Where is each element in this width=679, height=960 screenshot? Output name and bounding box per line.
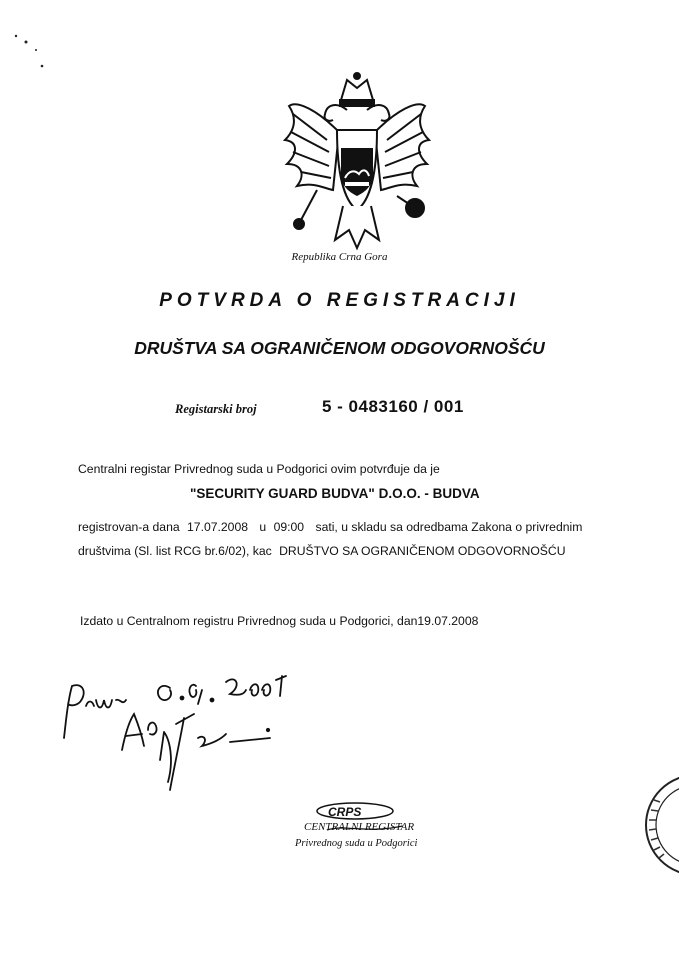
crps-stamp xyxy=(295,800,455,860)
registration-text-suffix: sati, u skladu sa odredbama Zakona o privrednim xyxy=(315,520,583,534)
issued-line xyxy=(80,614,478,628)
document-subtitle: DRUŠTVA SA OGRANIČENOM ODGOVORNOŠĆU xyxy=(134,338,545,358)
signature-strike-icon xyxy=(325,820,405,836)
issued-date: 19.07.2008 xyxy=(417,614,479,628)
registration-at: u xyxy=(259,520,267,534)
republic-caption: Republika Crna Gora xyxy=(291,251,388,263)
handwritten-signature xyxy=(30,660,340,810)
body-line-intro: Centralni registar Privrednog suda u Podgorici ovim potvrđuje da je xyxy=(78,462,440,476)
crps-register-name: CENTRALNI REGISTAR xyxy=(304,821,415,833)
registration-number: 5 - 0483160 / 001 xyxy=(322,397,464,416)
body-line-registration xyxy=(78,520,582,534)
registration-number-label: Registarski broj xyxy=(175,402,257,416)
round-seal-icon xyxy=(640,770,679,880)
body-line-entity xyxy=(78,544,566,558)
coat-of-arms-icon xyxy=(277,70,437,260)
company-name: "SECURITY GUARD BUDVA" D.O.O. - BUDVA xyxy=(190,486,480,501)
registration-text-prefix: registrovan-a dana xyxy=(78,520,180,534)
entity-text-prefix: društvima (Sl. list RCG br.6/02), kac xyxy=(78,544,272,558)
registration-date: 17.07.2008 xyxy=(187,520,249,534)
issued-text-prefix: Izdato u Centralnom registru Privrednog suda u Podgorici, dan xyxy=(80,614,418,628)
scan-speck-marks xyxy=(10,30,50,70)
document-title: POTVRDA O REGISTRACIJI xyxy=(159,290,520,311)
registration-time: 09:00 xyxy=(273,520,305,534)
crps-court-name: Privrednog suda u Podgorici xyxy=(295,838,418,849)
entity-type: DRUŠTVO SA OGRANIČENOM ODGOVORNOŠĆU xyxy=(279,544,566,558)
crps-logo-text: CRPS xyxy=(328,805,362,819)
